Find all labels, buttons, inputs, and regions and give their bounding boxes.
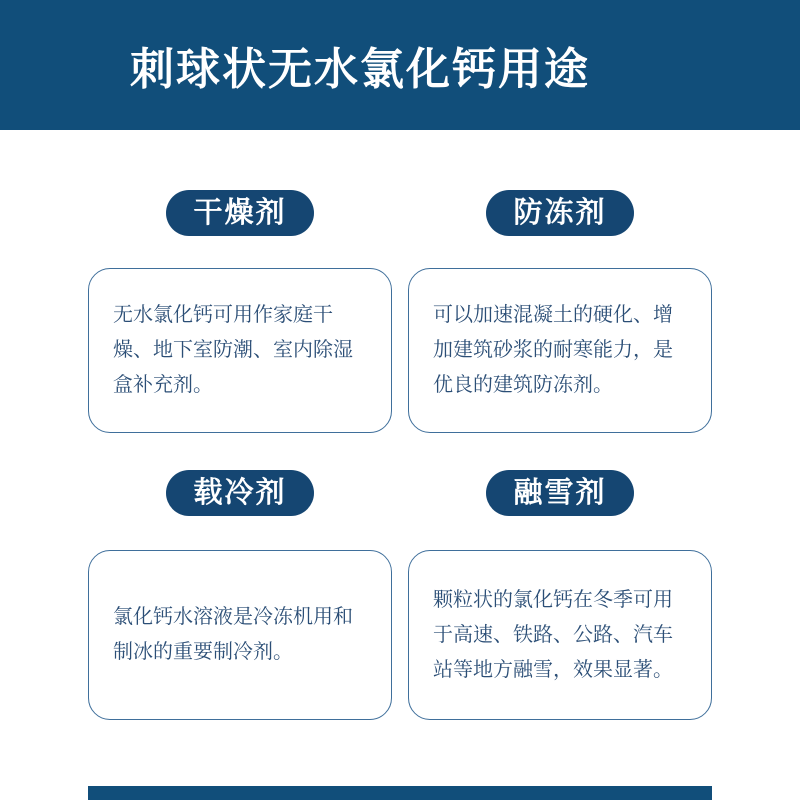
description-box-coolant: [88, 550, 392, 720]
badge-coolant: 载冷剂: [166, 470, 314, 516]
header-banner: [0, 0, 800, 130]
description-text-desiccant: 无水氯化钙可用作家庭干燥、地下室防潮、室内除湿盒补充剂。: [113, 304, 353, 396]
description-text-snow-melting: 颗粒状的氯化钙在冬季可用于高速、铁路、公路、汽车站等地方融雪，效果显著。: [433, 588, 673, 681]
badge-desiccant: 干燥剂: [166, 190, 314, 236]
use-card-snow-melting: [408, 433, 712, 720]
use-card-coolant: [88, 433, 392, 720]
description-box-antifreeze: [408, 268, 712, 433]
footer-bar: [88, 786, 712, 800]
badge-snow-melting: 融雪剂: [486, 470, 634, 516]
description-text-coolant: 氯化钙水溶液是冷冻机用和制冰的重要制冷剂。: [113, 606, 353, 663]
sections-grid: [88, 130, 712, 720]
description-text-antifreeze: 可以加速混凝土的硬化、增加建筑砂浆的耐寒能力，是优良的建筑防冻剂。: [433, 304, 673, 396]
description-box-snow-melting: [408, 550, 712, 720]
use-card-desiccant: [88, 130, 392, 433]
badge-antifreeze: 防冻剂: [486, 190, 634, 236]
description-box-desiccant: [88, 268, 392, 433]
page-title: 刺球状无水氯化钙用途: [130, 45, 590, 94]
content-area: [0, 130, 800, 720]
use-card-antifreeze: [408, 130, 712, 433]
